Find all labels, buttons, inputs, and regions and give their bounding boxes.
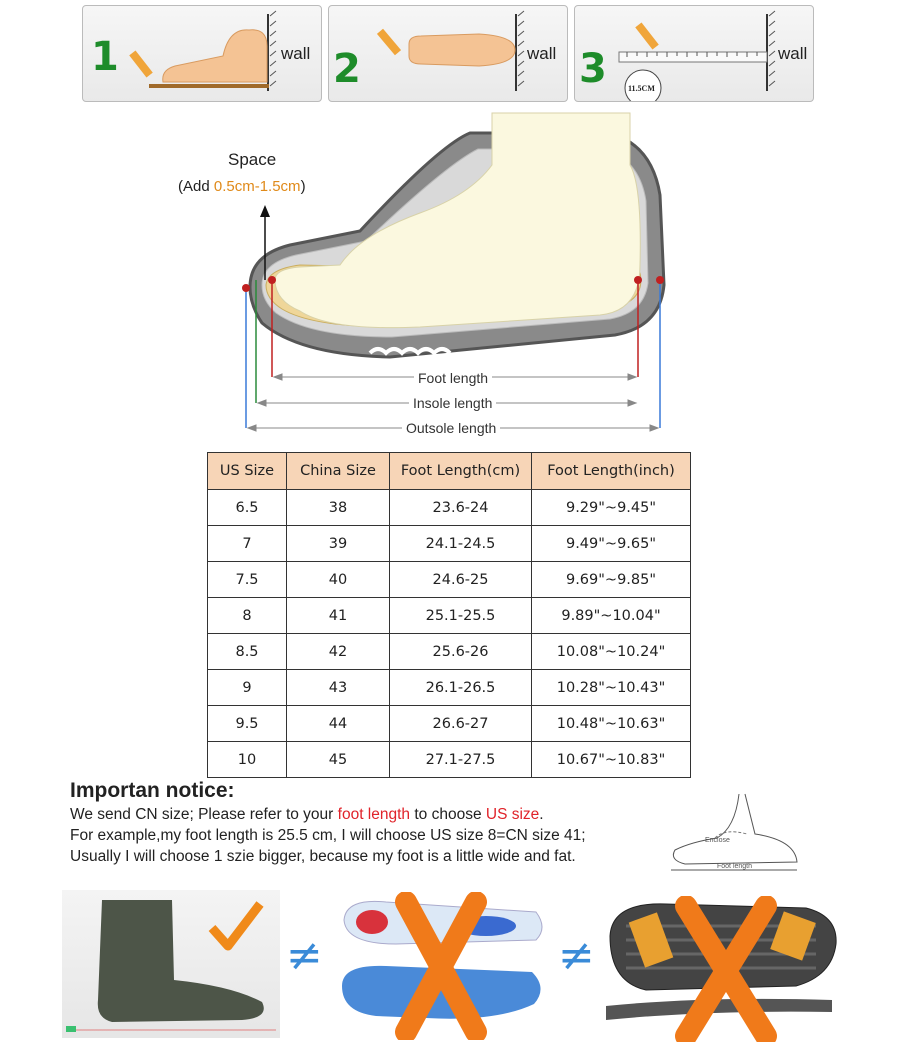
cell-china-size: 42 — [287, 634, 390, 670]
cell-china-size: 38 — [287, 490, 390, 526]
outsole-length-label: Outsole length — [402, 420, 500, 436]
notice-title: Importan notice: — [70, 779, 235, 802]
cell-china-size: 45 — [287, 742, 390, 778]
step-2-panel — [328, 5, 568, 102]
table-row — [208, 742, 691, 778]
cell-us-size: 10 — [208, 742, 287, 778]
cell-foot-length-cm: 26.1-26.5 — [390, 670, 532, 706]
notice-line-1: We send CN size; Please refer to your foot length to choose US size. — [70, 806, 544, 823]
col-us-size: US Size — [208, 453, 287, 490]
space-allowance: (Add 0.5cm-1.5cm) — [178, 178, 306, 195]
cell-foot-length-inch: 10.67"~10.83" — [532, 742, 691, 778]
check-icon — [212, 904, 260, 946]
cell-china-size: 39 — [287, 526, 390, 562]
step-1-panel — [82, 5, 322, 102]
cell-foot-length-inch: 9.69"~9.85" — [532, 562, 691, 598]
cell-china-size: 44 — [287, 706, 390, 742]
table-row — [208, 706, 691, 742]
cell-foot-length-inch: 10.28"~10.43" — [532, 670, 691, 706]
foot-length-label: Foot length — [414, 370, 492, 386]
cell-us-size: 6.5 — [208, 490, 287, 526]
enclose-label: Enclose — [705, 837, 730, 844]
cell-foot-length-inch: 10.08"~10.24" — [532, 634, 691, 670]
cell-china-size: 41 — [287, 598, 390, 634]
step-number: 1 — [91, 34, 119, 80]
step-number: 3 — [579, 46, 607, 92]
table-row — [208, 490, 691, 526]
cell-us-size: 8 — [208, 598, 287, 634]
step-number: 2 — [333, 46, 361, 92]
cell-foot-length-cm: 23.6-24 — [390, 490, 532, 526]
step-3-panel — [574, 5, 814, 102]
insole-length-label: Insole length — [409, 395, 496, 411]
notice-line-2: For example,my foot length is 25.5 cm, I will choose US size 8=CN size 41; — [70, 827, 586, 844]
col-china-size: China Size — [287, 453, 390, 490]
space-label: Space — [228, 150, 277, 169]
cell-us-size: 9 — [208, 670, 287, 706]
sketch-foot-length-label: Foot length — [717, 863, 753, 870]
cell-us-size: 7.5 — [208, 562, 287, 598]
not-equal-icon: ≠ — [286, 930, 323, 981]
cell-foot-length-cm: 24.1-24.5 — [390, 526, 532, 562]
cell-china-size: 40 — [287, 562, 390, 598]
cell-foot-length-cm: 25.6-26 — [390, 634, 532, 670]
cell-us-size: 9.5 — [208, 706, 287, 742]
insole-photo — [336, 892, 550, 1040]
table-row — [208, 634, 691, 670]
cell-foot-length-cm: 25.1-25.5 — [390, 598, 532, 634]
wall-label: wall — [527, 44, 557, 63]
not-equal-icon: ≠ — [558, 930, 595, 981]
cell-china-size: 43 — [287, 670, 390, 706]
foot-sketch — [655, 788, 815, 876]
table-row — [208, 598, 691, 634]
cell-foot-length-cm: 27.1-27.5 — [390, 742, 532, 778]
table-row — [208, 562, 691, 598]
wall-label: wall — [778, 44, 808, 63]
outsole-photo — [606, 896, 842, 1042]
cell-foot-length-cm: 24.6-25 — [390, 562, 532, 598]
cell-us-size: 8.5 — [208, 634, 287, 670]
table-header-row — [208, 453, 691, 490]
measurement-badge: 11.5CM — [628, 84, 655, 93]
col-foot-length-inch: Foot Length(inch) — [532, 453, 691, 490]
table-row — [208, 526, 691, 562]
cell-foot-length-cm: 26.6-27 — [390, 706, 532, 742]
table-row — [208, 670, 691, 706]
cell-foot-length-inch: 9.89"~10.04" — [532, 598, 691, 634]
cell-foot-length-inch: 9.49"~9.65" — [532, 526, 691, 562]
shoe-cross-section-diagram — [0, 105, 900, 445]
cell-foot-length-inch: 9.29"~9.45" — [532, 490, 691, 526]
notice-line-3: Usually I will choose 1 szie bigger, because my foot is a little wide and fat. — [70, 848, 576, 865]
cell-foot-length-inch: 10.48"~10.63" — [532, 706, 691, 742]
wall-label: wall — [281, 44, 311, 63]
cell-us-size: 7 — [208, 526, 287, 562]
size-chart-table — [207, 452, 691, 778]
space-range: 0.5cm-1.5cm — [213, 178, 301, 195]
col-foot-length-cm: Foot Length(cm) — [390, 453, 532, 490]
foot-mannequin-photo — [62, 890, 280, 1038]
